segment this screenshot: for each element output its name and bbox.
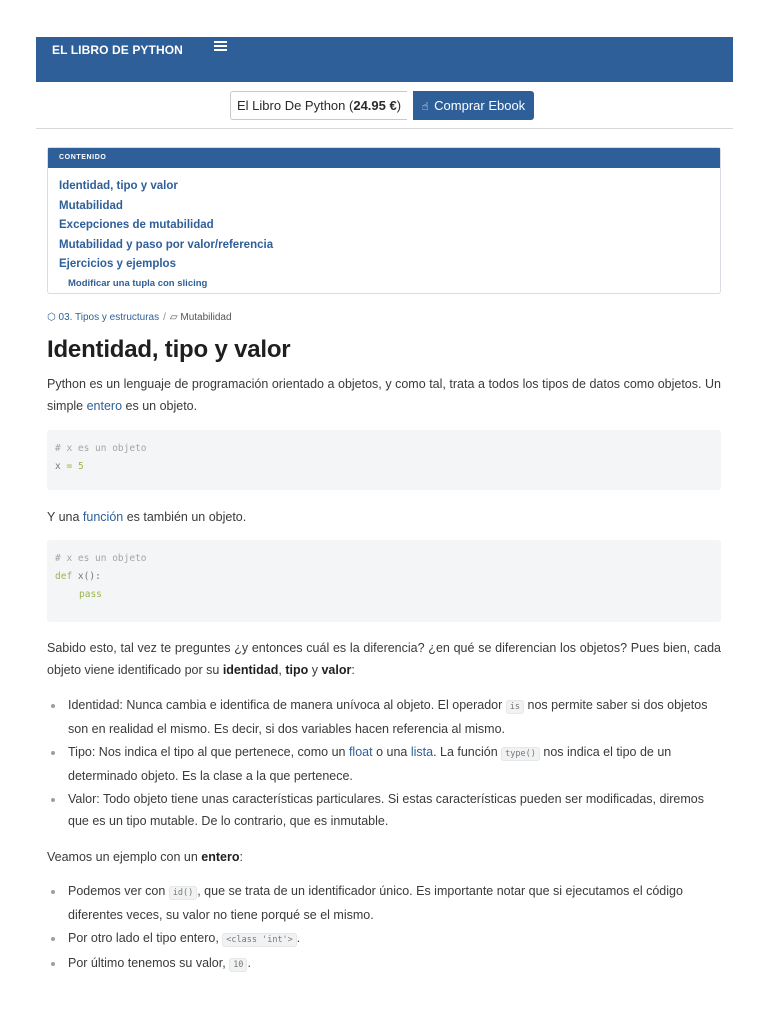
code-keyword: pass [79,589,102,600]
toc-item[interactable]: Ejercicios y ejemplos [59,258,176,270]
price-suffix: ) [396,98,402,113]
text-segment: y [308,663,322,677]
toc-item[interactable]: Mutabilidad y paso por valor/referencia [59,238,274,251]
list-item [47,880,721,926]
book-price: 24.95 € [353,98,397,113]
text-segment: Valor: Todo objeto tiene unas características particulares. Si estas características pueden ser modificadas, diremos que es un tipo mutable. De lo contrario, que es inmutable. [68,792,704,828]
code-operator: = [66,461,73,472]
divider [36,128,733,129]
text-segment: , [278,663,286,677]
properties-list [47,694,721,833]
example-list [47,880,721,977]
inline-code: <class 'int'> [222,933,297,947]
list-item [47,788,721,832]
inline-code: type() [501,747,540,761]
bold-text: entero [201,850,240,864]
list-item [47,741,721,787]
text-segment: Sabido esto, tal vez te preguntes ¿y entonces cuál es la diferencia? ¿en qué se diferencian los objetos? Pues bien, cada objeto viene identificado por su [47,641,721,677]
text-segment: o una [372,745,411,759]
code-block-1[interactable] [47,430,721,490]
toc-item[interactable]: Mutabilidad [59,199,123,212]
function-paragraph [47,506,721,528]
bold-text: identidad [222,663,279,677]
inline-code: 10 [229,958,247,972]
brand-title[interactable]: EL LIBRO DE PYTHON [52,43,183,57]
inline-link[interactable]: función [82,510,124,524]
book-icon: ▱ [169,312,178,323]
page-title: Identidad, tipo y valor [47,336,291,363]
bold-text: valor [321,663,352,677]
text-segment: Python es un lenguaje de programación orientado a objetos, y como tal, trata a todos los tipos de datos como objetos. Un simple [47,377,721,413]
top-navbar [36,37,733,82]
text-segment: . [247,956,251,970]
inline-link[interactable]: entero [86,399,123,413]
inline-code: id() [169,886,197,900]
text-segment: . La función [433,745,502,759]
inline-link[interactable]: float [348,745,373,759]
list-item [47,952,721,976]
text-segment: : [351,663,355,677]
code-comment: # x es un objeto [55,553,147,564]
text-segment: Por otro lado el tipo entero, [68,931,223,945]
book-name: El Libro De Python ( [237,98,354,113]
toc-item[interactable]: Excepciones de mutabilidad [59,219,214,231]
buy-ebook-button[interactable] [413,91,534,120]
text-segment: Por último tenemos su valor, [68,956,230,970]
buy-bar [0,90,768,122]
text-segment: nos indica el tipo de un determinado objeto. Es la clase a la que pertenece. [68,745,672,783]
text-segment: Tipo: Nos indica el tipo al que pertenece, como un [68,745,349,759]
text-segment: : [239,850,243,864]
code-function-signature: x(): [77,571,101,582]
breadcrumb-parent-link[interactable] [47,312,159,323]
text-segment: nos permite saber si dos objetos son en realidad el mismo. Es decir, si dos variables hacen referencia al mismo. [68,698,708,736]
text-segment: . [296,931,301,945]
toc-header: CONTENIDO [48,148,720,168]
inline-code: is [506,700,524,714]
toc-item[interactable]: Identidad, tipo y valor [59,180,178,192]
cube-icon: ⬡ [47,312,56,323]
text-segment: Y una [47,510,83,524]
code-keyword: def [55,571,73,582]
text-segment: Veamos un ejemplo con un [47,850,202,864]
text-segment: es también un objeto. [123,510,247,524]
breadcrumb-separator: / [163,312,166,323]
example-paragraph [47,846,721,868]
bold-text: tipo [285,663,309,677]
list-item [47,694,721,740]
list-item [47,927,721,951]
table-of-contents [47,147,721,294]
text-segment: Identidad: Nunca cambia e identifica de manera unívoca al objeto. El operador [68,698,506,712]
toc-list [48,168,720,293]
hamburger-menu-icon[interactable] [214,41,228,53]
identity-paragraph [47,637,721,681]
code-comment: # x es un objeto [55,443,147,454]
text-segment: , que se trata de un identificador único. Es importante notar que si ejecutamos el código diferentes veces, su valor no tiene porqué se el mismo. [68,884,683,922]
code-block-2[interactable] [47,540,721,622]
code-number: 5 [77,461,84,472]
hand-pointer-icon: ☝ [421,101,429,113]
intro-paragraph [47,373,721,417]
toc-subitem[interactable]: Modificar una tupla con slicing [68,277,208,289]
text-segment: es un objeto. [122,399,198,413]
code-variable: x [55,461,61,472]
breadcrumb [47,312,232,323]
breadcrumb-current: Mutabilidad [180,312,232,323]
buy-ebook-label: Comprar Ebook [434,98,526,113]
breadcrumb-parent-label: 03. Tipos y estructuras [58,312,160,323]
book-price-label [230,91,407,120]
text-segment: Podemos ver con [68,884,169,898]
inline-link[interactable]: lista [410,745,434,759]
